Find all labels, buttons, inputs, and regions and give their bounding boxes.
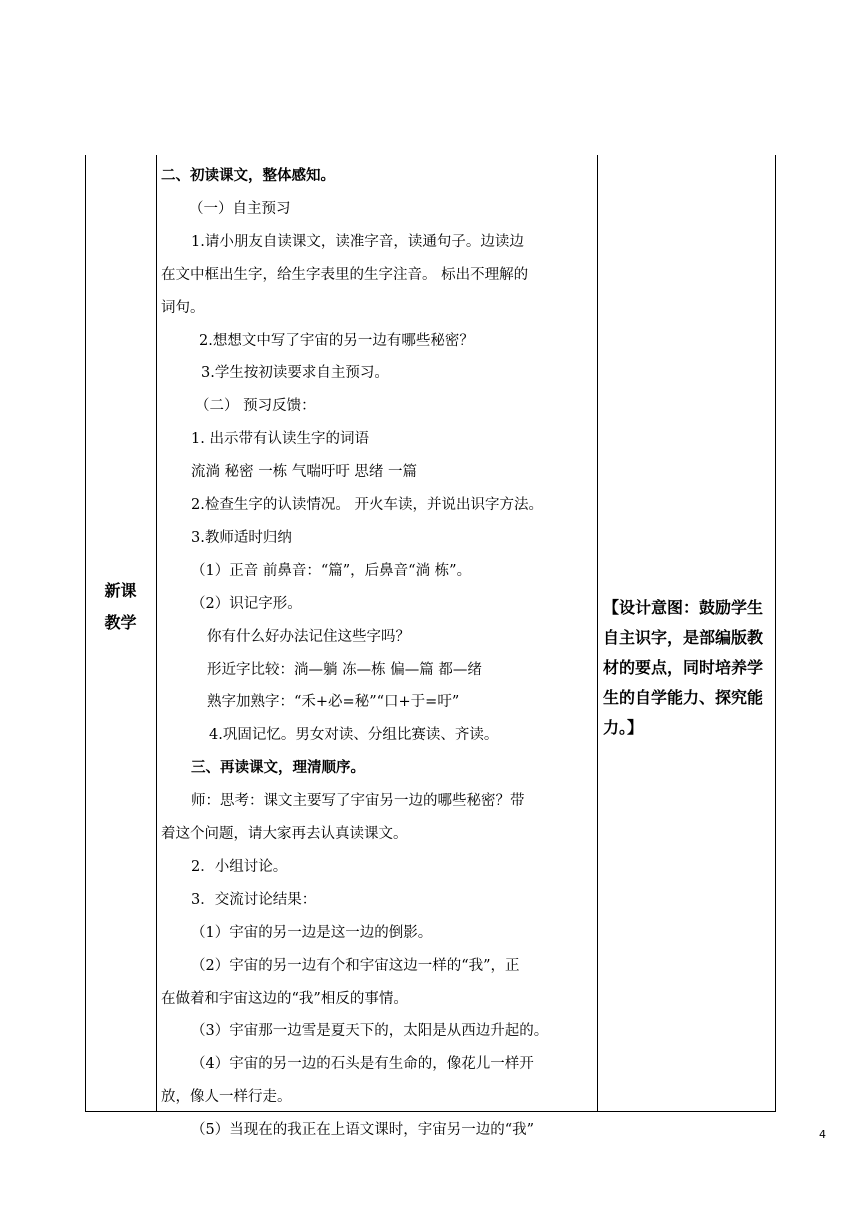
content-line: （2）识记字形。 [191,595,302,612]
content-line: （1）正音 前鼻音：“篇”，后鼻音“淌 栋”。 [191,562,472,579]
content-line: 3．交流讨论结果： [191,891,317,908]
category-label-line-2: 教学 [104,613,137,632]
column-divider-1 [156,155,157,1112]
lesson-plan-table [85,155,776,1139]
content-line: 师：思考：课文主要写了宇宙另一边的哪些秘密？带 [191,793,525,810]
category-cell [85,575,156,639]
content-line: 放，像人一样行走。 [161,1089,292,1106]
content-line: 2.想想文中写了宇宙的另一边有哪些秘密？ [199,332,474,349]
content-line: 2.检查生字的认读情况。 开火车读，并说出识字方法。 [191,497,543,513]
content-line: 2．小组讨论。 [191,858,288,875]
content-line: 4.巩固记忆。男女对读、分组比赛读、齐读。 [209,727,499,744]
content-line: 二、初读课文，整体感知。 [161,168,335,184]
column-divider-2 [597,155,598,1112]
content-line: （二） 预习反馈： [195,398,316,415]
page-number: 4 [819,1128,826,1141]
category-label-line-1: 新课 [104,581,137,600]
content-line: 词句。 [161,299,205,316]
content-line: 3.学生按初读要求自主预习。 [201,365,389,382]
table-border-bottom [85,1111,776,1112]
content-line: 着这个问题，请大家再去认真读课文。 [161,826,408,842]
content-line: 1.请小朋友自读课文，读准字音，读通句子。边读边 [191,233,524,250]
content-line: 在文中框出生字，给生字表里的生字注音。 标出不理解的 [161,266,529,283]
content-line: （3）宇宙那一边雪是夏天下的，太阳是从西边升起的。 [191,1023,549,1040]
content-line: （4）宇宙的另一边的石头是有生命的，像花儿一样开 [191,1056,534,1073]
design-intent-end: 】 [627,718,644,737]
content-line: （1）宇宙的另一边是这一边的倒影。 [191,924,433,941]
design-intent-label: 【设计意图： [603,598,700,617]
content-line: 1. 出示带有认读生字的词语 [191,431,369,448]
design-intent-cell [603,593,775,743]
content-line: 在做着和宇宙这边的“我”相反的事情。 [161,990,408,1007]
table-border-right [775,155,776,1112]
content-line: 3.教师适时归纳 [191,529,292,546]
design-intent-text: 鼓励学生自主识字，是部编版教材的要点，同时培养学生的自学能力、探究能力。 [603,598,764,737]
content-line: （一）自主预习 [189,200,291,217]
content-line: 流淌 秘密 一栋 气喘吁吁 思绪 一篇 [191,464,418,481]
content-line: （5）当现在的我正在上语文课时，宇宙另一边的“我” [191,1122,535,1139]
content-line: 熟字加熟字：“禾+必=秘”“口+于=吁” [207,694,460,711]
content-line: 形近字比较：淌—躺 冻—栋 偏—篇 都—绪 [207,661,482,678]
content-line: （2）宇宙的另一边有个和宇宙这边一样的“我”，正 [191,957,520,974]
content-line: 你有什么好办法记住这些字吗？ [207,628,410,645]
content-line: 三、再读课文，理清顺序。 [191,760,365,777]
